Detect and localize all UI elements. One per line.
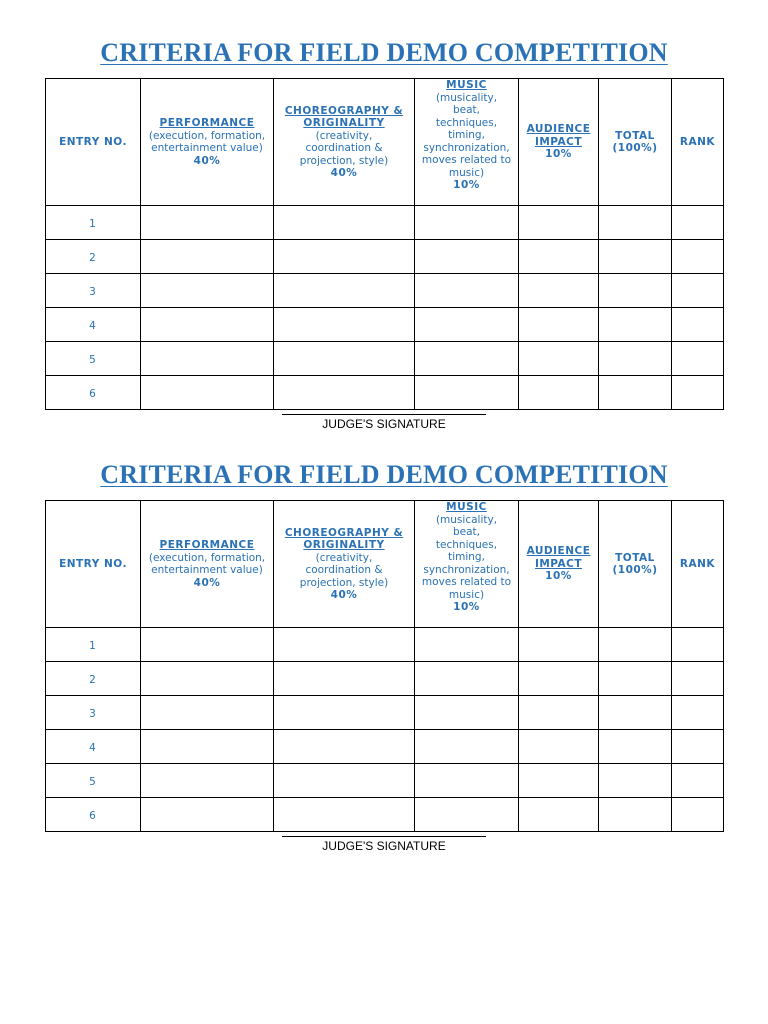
- performance-cell[interactable]: [141, 376, 274, 410]
- audience-cell[interactable]: [519, 206, 599, 240]
- table-row: [46, 206, 724, 240]
- performance-cell[interactable]: [141, 764, 274, 798]
- table-row: [46, 342, 724, 376]
- total-header: TOTAL (100%): [599, 501, 672, 628]
- page-title: CRITERIA FOR FIELD DEMO COMPETITION: [100, 38, 668, 67]
- choreography-cell[interactable]: [274, 662, 415, 696]
- entry-number: 3: [46, 274, 141, 308]
- total-cell[interactable]: [599, 764, 672, 798]
- audience-impact-header: AUDIENCE IMPACT 10%: [519, 501, 599, 628]
- audience-cell[interactable]: [519, 662, 599, 696]
- total-cell[interactable]: [599, 376, 672, 410]
- entry-number: 3: [46, 696, 141, 730]
- rank-cell[interactable]: [672, 342, 724, 376]
- entry-number: 1: [46, 628, 141, 662]
- choreography-cell[interactable]: [274, 696, 415, 730]
- judge-signature-label: JUDGE'S SIGNATURE: [322, 417, 446, 431]
- rank-cell[interactable]: [672, 206, 724, 240]
- performance-header: PERFORMANCE (execution, formation, entertainment value) 40%: [141, 501, 274, 628]
- performance-cell[interactable]: [141, 798, 274, 832]
- choreography-cell[interactable]: [274, 730, 415, 764]
- audience-cell[interactable]: [519, 342, 599, 376]
- audience-impact-header: AUDIENCE IMPACT 10%: [519, 79, 599, 206]
- choreography-cell[interactable]: [274, 764, 415, 798]
- performance-cell[interactable]: [141, 342, 274, 376]
- audience-cell[interactable]: [519, 696, 599, 730]
- music-cell[interactable]: [415, 730, 519, 764]
- rank-cell[interactable]: [672, 628, 724, 662]
- choreography-cell[interactable]: [274, 628, 415, 662]
- rank-cell[interactable]: [672, 730, 724, 764]
- rank-cell[interactable]: [672, 376, 724, 410]
- total-cell[interactable]: [599, 798, 672, 832]
- table-row: [46, 376, 724, 410]
- rank-header: RANK: [672, 501, 724, 628]
- entry-number: 5: [46, 764, 141, 798]
- music-cell[interactable]: [415, 274, 519, 308]
- choreography-header: CHOREOGRAPHY & ORIGINALITY (creativity, coordination & projection, style) 40%: [274, 501, 415, 628]
- music-header: MUSIC (musicality, beat, techniques, timing, synchronization, moves related to music) 10%: [415, 501, 519, 628]
- rank-cell[interactable]: [672, 274, 724, 308]
- performance-cell[interactable]: [141, 628, 274, 662]
- audience-cell[interactable]: [519, 798, 599, 832]
- signature-line[interactable]: [282, 414, 486, 415]
- rank-cell[interactable]: [672, 696, 724, 730]
- performance-cell[interactable]: [141, 308, 274, 342]
- music-cell[interactable]: [415, 628, 519, 662]
- choreography-cell[interactable]: [274, 206, 415, 240]
- performance-cell[interactable]: [141, 730, 274, 764]
- audience-cell[interactable]: [519, 240, 599, 274]
- music-cell[interactable]: [415, 764, 519, 798]
- choreography-cell[interactable]: [274, 342, 415, 376]
- music-cell[interactable]: [415, 240, 519, 274]
- total-cell[interactable]: [599, 206, 672, 240]
- score-table: [45, 500, 724, 832]
- table-row: [46, 308, 724, 342]
- page-title: CRITERIA FOR FIELD DEMO COMPETITION: [100, 460, 668, 489]
- performance-cell[interactable]: [141, 206, 274, 240]
- entry-number: 2: [46, 240, 141, 274]
- table-row: [46, 240, 724, 274]
- rank-cell[interactable]: [672, 798, 724, 832]
- entry-number: 5: [46, 342, 141, 376]
- entry-number: 6: [46, 798, 141, 832]
- music-cell[interactable]: [415, 342, 519, 376]
- choreography-header: CHOREOGRAPHY & ORIGINALITY (creativity, coordination & projection, style) 40%: [274, 79, 415, 206]
- music-cell[interactable]: [415, 798, 519, 832]
- total-cell[interactable]: [599, 628, 672, 662]
- audience-cell[interactable]: [519, 376, 599, 410]
- music-cell[interactable]: [415, 662, 519, 696]
- table-row: [46, 730, 724, 764]
- score-table: [45, 78, 724, 410]
- rank-cell[interactable]: [672, 240, 724, 274]
- rank-header: RANK: [672, 79, 724, 206]
- performance-cell[interactable]: [141, 240, 274, 274]
- table-row: [46, 662, 724, 696]
- performance-cell[interactable]: [141, 696, 274, 730]
- table-row: [46, 274, 724, 308]
- choreography-cell[interactable]: [274, 308, 415, 342]
- choreography-cell[interactable]: [274, 376, 415, 410]
- total-cell[interactable]: [599, 308, 672, 342]
- total-cell[interactable]: [599, 696, 672, 730]
- total-cell[interactable]: [599, 342, 672, 376]
- choreography-cell[interactable]: [274, 240, 415, 274]
- music-header: MUSIC (musicality, beat, techniques, timing, synchronization, moves related to music) 10%: [415, 79, 519, 206]
- music-cell[interactable]: [415, 206, 519, 240]
- audience-cell[interactable]: [519, 308, 599, 342]
- table-row: [46, 798, 724, 832]
- rank-cell[interactable]: [672, 764, 724, 798]
- table-row: [46, 628, 724, 662]
- performance-cell[interactable]: [141, 274, 274, 308]
- signature-line[interactable]: [282, 836, 486, 837]
- total-cell[interactable]: [599, 274, 672, 308]
- header-row: [46, 79, 724, 206]
- total-header: TOTAL (100%): [599, 79, 672, 206]
- total-cell[interactable]: [599, 662, 672, 696]
- entry-number: 4: [46, 730, 141, 764]
- entry-number: 1: [46, 206, 141, 240]
- total-cell[interactable]: [599, 730, 672, 764]
- entry-number: 2: [46, 662, 141, 696]
- rank-cell[interactable]: [672, 662, 724, 696]
- total-cell[interactable]: [599, 240, 672, 274]
- choreography-cell[interactable]: [274, 798, 415, 832]
- judge-signature-label: JUDGE'S SIGNATURE: [322, 839, 446, 853]
- choreography-cell[interactable]: [274, 274, 415, 308]
- audience-cell[interactable]: [519, 274, 599, 308]
- rank-cell[interactable]: [672, 308, 724, 342]
- music-cell[interactable]: [415, 696, 519, 730]
- entry-number: 4: [46, 308, 141, 342]
- entry-no-header: ENTRY NO.: [46, 501, 141, 628]
- performance-header: PERFORMANCE (execution, formation, entertainment value) 40%: [141, 79, 274, 206]
- header-row: [46, 501, 724, 628]
- music-cell[interactable]: [415, 376, 519, 410]
- music-cell[interactable]: [415, 308, 519, 342]
- performance-cell[interactable]: [141, 662, 274, 696]
- table-row: [46, 764, 724, 798]
- entry-no-header: ENTRY NO.: [46, 79, 141, 206]
- audience-cell[interactable]: [519, 628, 599, 662]
- table-row: [46, 696, 724, 730]
- audience-cell[interactable]: [519, 764, 599, 798]
- audience-cell[interactable]: [519, 730, 599, 764]
- entry-number: 6: [46, 376, 141, 410]
